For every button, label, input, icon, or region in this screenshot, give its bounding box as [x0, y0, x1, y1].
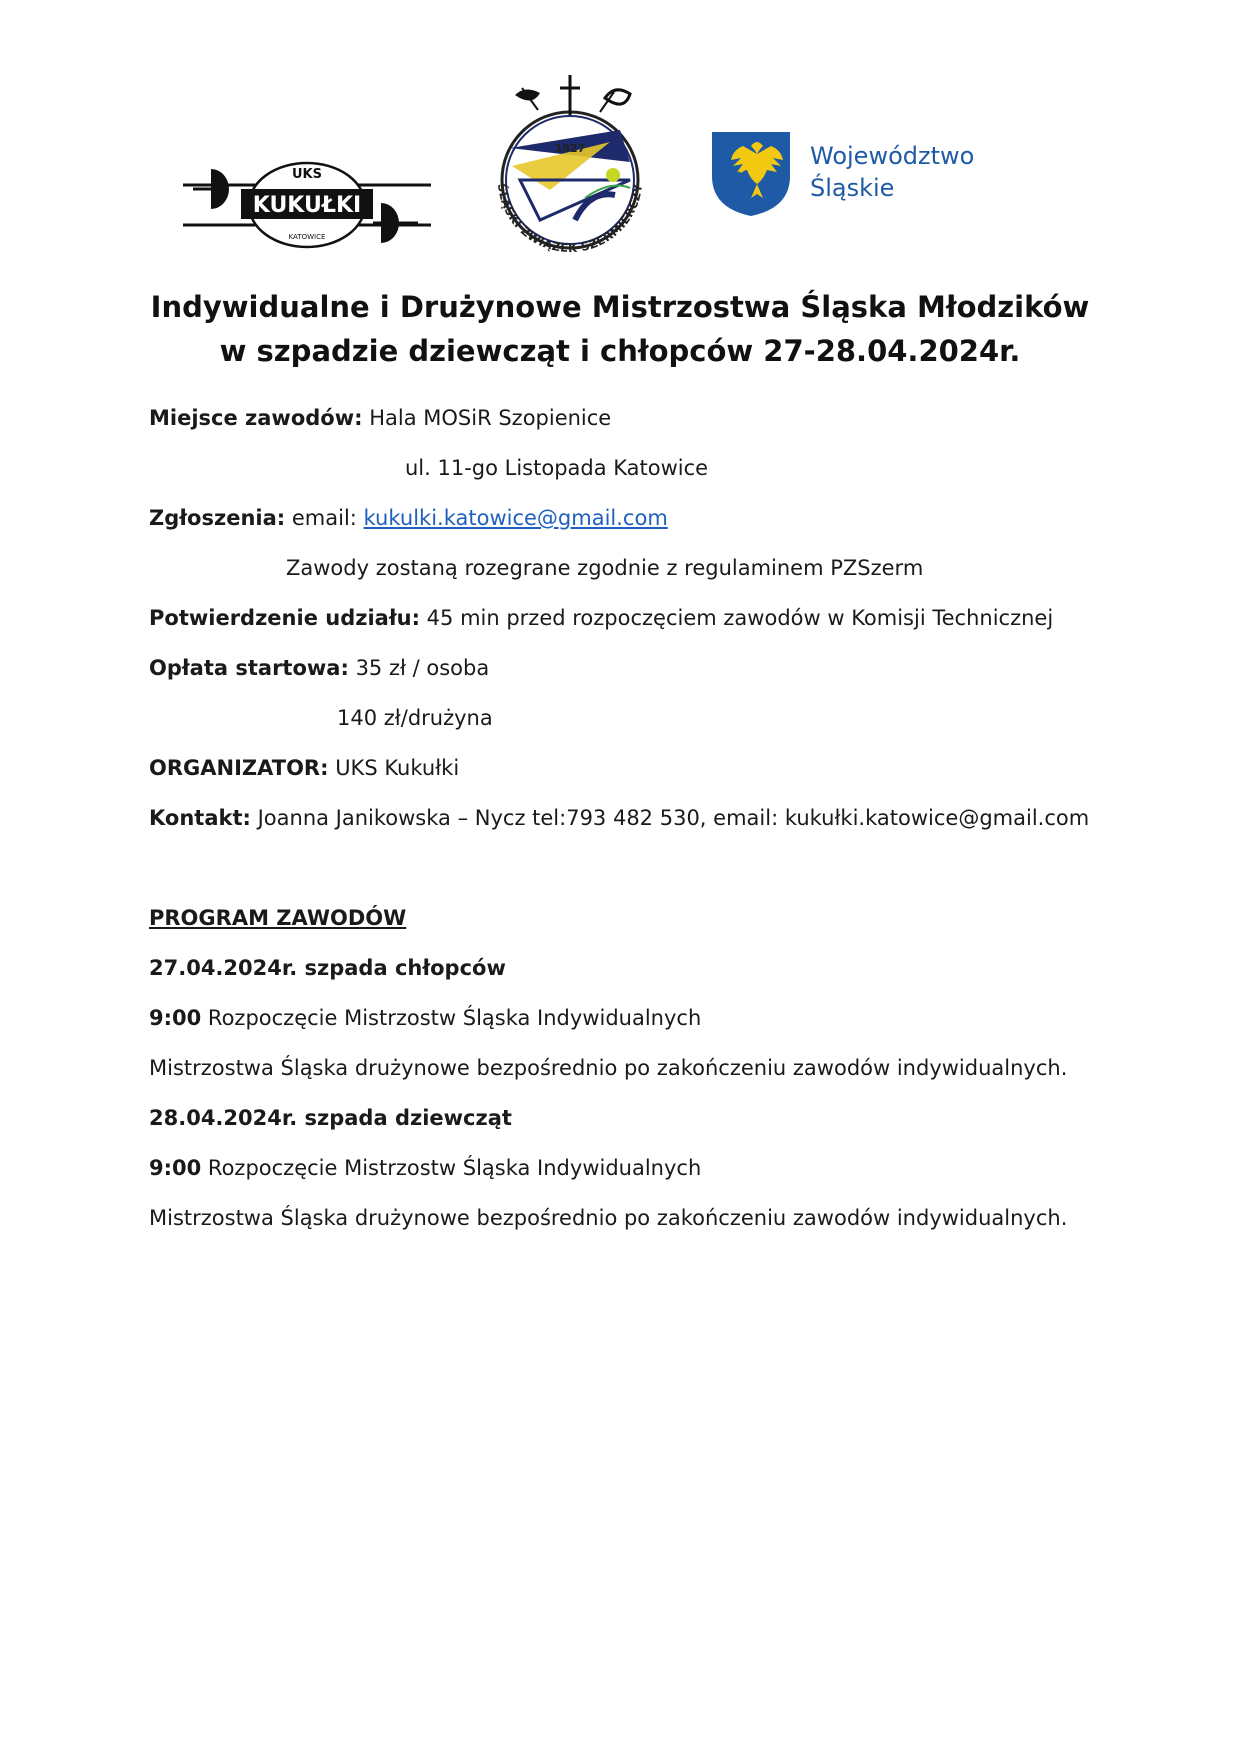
shield-eagle-icon — [710, 130, 792, 218]
szerm-ring-text: ŚLĄSKI ZWIĄZEK SZERMIERCZY — [495, 182, 645, 256]
program-time: 9:00 — [149, 1006, 202, 1030]
program-day-date: 28.04.2024r. szpada dziewcząt — [149, 1106, 512, 1130]
rules-text: Zawody zostaną rozegrane zgodnie z regulaminem PZSzerm — [286, 556, 924, 580]
venue-name: Hala MOSiR Szopienice — [369, 406, 612, 430]
entries-email-link[interactable]: kukulki.katowice@gmail.com — [363, 506, 668, 530]
contact-label: Kontakt: — [149, 806, 251, 830]
program-start-text: Rozpoczęcie Mistrzostw Śląska Indywidualnych — [207, 1006, 702, 1030]
venue-address: ul. 11-go Listopada Katowice — [405, 456, 709, 480]
wojewodztwo-line1: Województwo — [810, 142, 975, 170]
program-day-start — [149, 1154, 701, 1182]
szerm-year: 1927 — [554, 142, 586, 155]
program-day-team: Mistrzostwa Śląska drużynowe bezpośrednio po zakończeniu zawodów indywidualnych. — [149, 1056, 1068, 1080]
organizer-line — [149, 754, 459, 782]
page-title: Indywidualne i Drużynowe Mistrzostwa Śląska Młodzików w szpadzie dziewcząt i chłopców 27-28.04.2024r. — [150, 290, 1090, 368]
program-day-date: 27.04.2024r. szpada chłopców — [149, 956, 506, 980]
contact-text: Joanna Janikowska – Nycz tel:793 482 530, email: kukułki.katowice@gmail.com — [257, 806, 1090, 830]
uks-kukulki-logo — [183, 155, 431, 255]
organizer-label: ORGANIZATOR: — [149, 756, 329, 780]
venue-label: Miejsce zawodów: — [149, 406, 363, 430]
kukulki-top-text: UKS — [292, 167, 322, 182]
fee-label: Opłata startowa: — [149, 656, 349, 680]
confirm-line — [149, 604, 1053, 632]
slaski-zwiazek-szermierczy-logo — [480, 70, 660, 265]
program-heading: PROGRAM ZAWODÓW — [149, 906, 407, 930]
program-time: 9:00 — [149, 1156, 202, 1180]
program-day-team: Mistrzostwa Śląska drużynowe bezpośrednio po zakończeniu zawodów indywidualnych. — [149, 1206, 1068, 1230]
confirm-text: 45 min przed rozpoczęciem zawodów w Komisji Technicznej — [426, 606, 1054, 630]
kukulki-name: KUKUŁKI — [252, 193, 362, 218]
venue-line — [149, 404, 611, 432]
logo-row — [0, 60, 1240, 260]
confirm-label: Potwierdzenie udziału: — [149, 606, 420, 630]
contact-line — [149, 804, 1089, 832]
wojewodztwo-slaskie-logo — [710, 130, 1030, 230]
kukulki-city: KATOWICE — [288, 233, 326, 241]
fee-team: 140 zł/drużyna — [337, 706, 493, 730]
entries-prefix: email: — [291, 506, 357, 530]
wojewodztwo-text — [810, 140, 974, 204]
entries-line — [149, 504, 668, 532]
entries-label: Zgłoszenia: — [149, 506, 286, 530]
fee-person: 35 zł / osoba — [355, 656, 490, 680]
program-start-text: Rozpoczęcie Mistrzostw Śląska Indywidualnych — [207, 1156, 702, 1180]
organizer-text: UKS Kukułki — [335, 756, 460, 780]
fee-line — [149, 654, 489, 682]
program-day-start — [149, 1004, 701, 1032]
wojewodztwo-line2: Śląskie — [810, 174, 895, 202]
